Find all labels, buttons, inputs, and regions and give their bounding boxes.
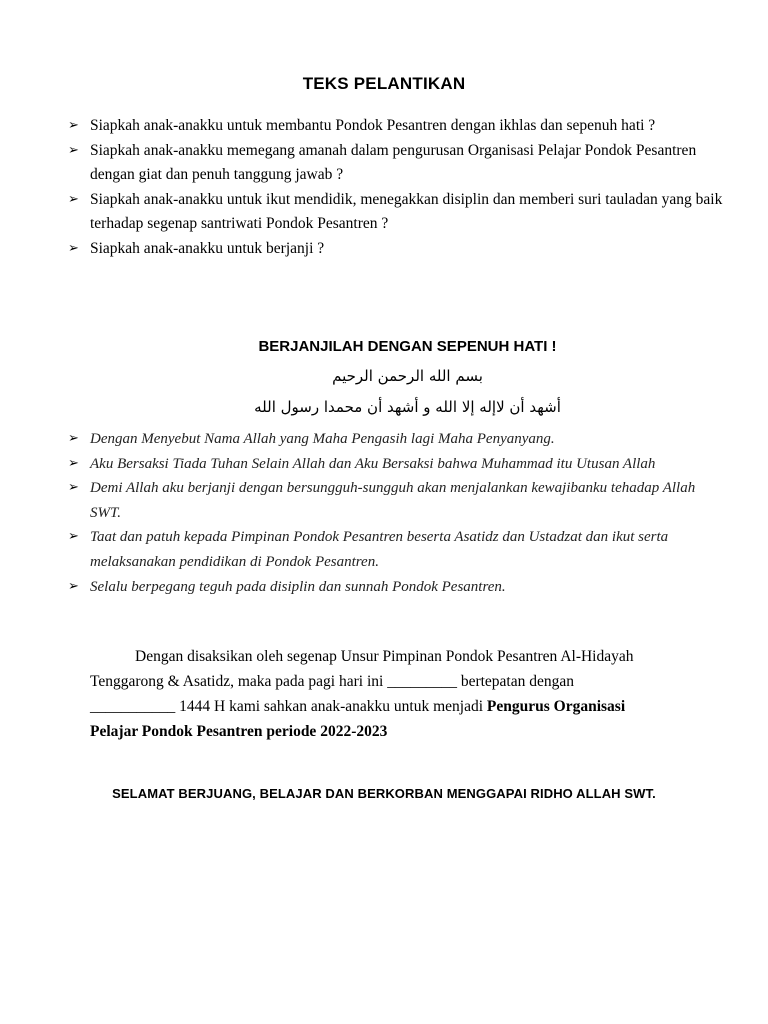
list-item (68, 575, 728, 600)
shahada-text: أشهد أن لاإله إلا الله و أشهد أن محمدا رسول الله (254, 398, 561, 416)
list-item (68, 476, 728, 525)
question-text: Siapkah anak-anakku untuk berjanji ? (90, 239, 325, 257)
arrow-bullet-icon: ➢ (68, 455, 79, 471)
arrow-bullet-icon: ➢ (68, 240, 79, 256)
arrow-bullet-icon: ➢ (68, 529, 79, 545)
document-title: TEKS PELANTIKAN (302, 74, 466, 93)
paragraph-line: Dengan disaksikan oleh segenap Unsur Pimpinan Pondok Pesantren Al-Hidayah (135, 648, 634, 665)
arrow-bullet-icon: ➢ (68, 191, 79, 207)
question-text: Siapkah anak-anakku memegang amanah dalam pengurusan Organisasi Pelajar Pondok Pesantren dengan giat dan penuh tanggung jawab ? (90, 141, 697, 184)
pledge-text: Aku Bersaksi Tiada Tuhan Selain Allah dan Aku Bersaksi bahwa Muhammad itu Utusan Allah (90, 455, 656, 472)
pledge-text: Taat dan patuh kepada Pimpinan Pondok Pesantren beserta Asatidz dan Ustadzat dan ikut serta melaksanakan pendidikan di Pondok Pesantren. (90, 529, 669, 570)
pledge-text: Dengan Menyebut Nama Allah yang Maha Pengasih lagi Maha Penyanyang. (90, 431, 555, 447)
list-item (68, 139, 728, 188)
basmalah-text: بسم الله الرحمن الرحيم (332, 367, 483, 385)
list-item (68, 237, 728, 262)
arrow-bullet-icon: ➢ (68, 578, 79, 594)
paragraph-bold-text: Pelajar Pondok Pesantren periode 2022-2023 (90, 723, 388, 740)
witness-paragraph (90, 644, 730, 744)
question-text: Siapkah anak-anakku untuk membantu Pondok Pesantren dengan ikhlas dan sepenuh hati ? (90, 117, 656, 134)
list-item (68, 427, 728, 452)
list-item (68, 188, 728, 237)
pledge-list (68, 427, 728, 599)
paragraph-line: Tenggarong & Asatidz, maka pada pagi hari ini _________ bertepatan dengan (90, 673, 575, 690)
list-item (68, 114, 728, 139)
arrow-bullet-icon: ➢ (68, 142, 79, 158)
pledge-text: Demi Allah aku berjanji dengan bersungguh-sungguh akan menjalankan kewajibanku tehadap Allah SWT. (90, 480, 696, 521)
arrow-bullet-icon: ➢ (68, 480, 79, 496)
question-list (68, 114, 728, 262)
closing-motto: SELAMAT BERJUANG, BELAJAR DAN BERKORBAN MENGGAPAI RIDHO ALLAH SWT. (112, 786, 656, 801)
question-text: Siapkah anak-anakku untuk ikut mendidik, menegakkan disiplin dan memberi suri tauladan yang baik terhadap segenap santriwati Pondok Pesantren ? (90, 190, 723, 233)
list-item (68, 525, 728, 574)
pledge-text: Selalu berpegang teguh pada disiplin dan sunnah Pondok Pesantren. (90, 578, 506, 595)
arrow-bullet-icon: ➢ (68, 118, 79, 133)
list-item (68, 452, 728, 477)
paragraph-bold-text: Pengurus Organisasi (486, 698, 626, 715)
paragraph-line: ___________ 1444 H kami sahkan anak-anakku untuk menjadi (90, 698, 487, 715)
pledge-heading: BERJANJILAH DENGAN SEPENUH HATI ! (258, 338, 557, 355)
arrow-bullet-icon: ➢ (68, 431, 79, 446)
